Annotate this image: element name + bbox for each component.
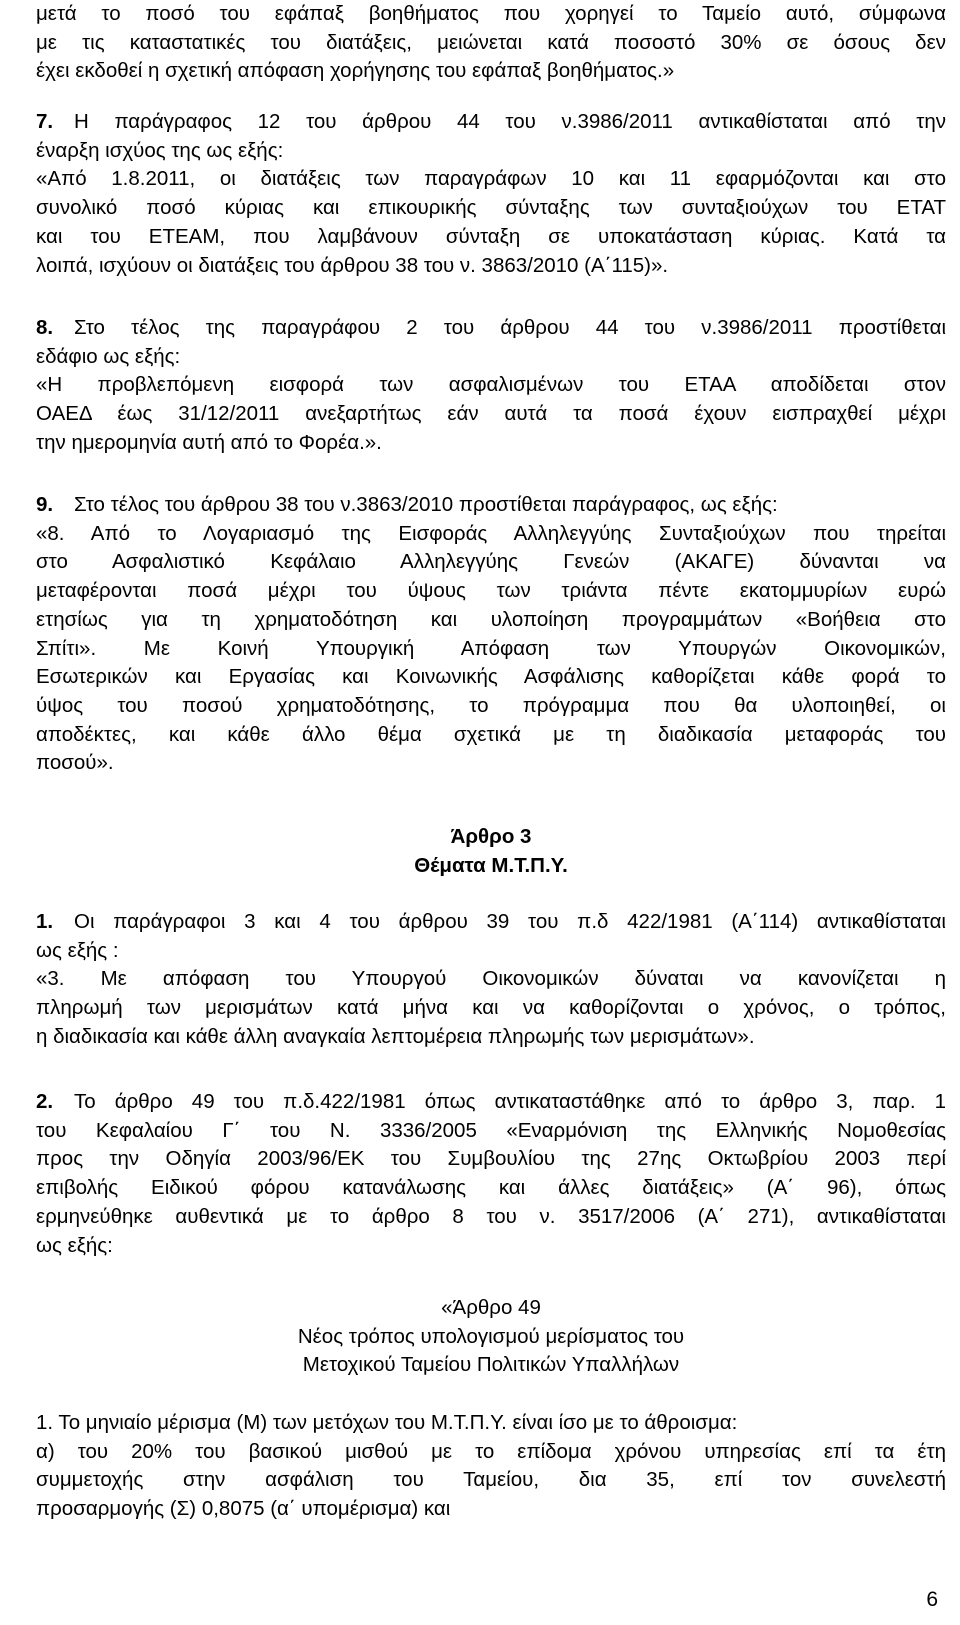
text-line: του Κεφαλαίου Γ΄ του Ν. 3336/2005 «Εναρμόνιση της Ελληνικής Νομοθεσίας — [36, 1118, 946, 1142]
paragraph-8 — [36, 314, 946, 458]
article-title: Άρθρο 3 — [450, 825, 532, 848]
intro-paragraph — [36, 0, 946, 86]
text-line: «8. Από το Λογαριασμό της Εισφοράς Αλληλεγγύης Συνταξιούχων που τηρείται — [36, 521, 946, 545]
text-line: ύψος του ποσού χρηματοδότησης, το πρόγραμμα που θα υλοποιηθεί, οι — [36, 693, 946, 717]
text-line: με τις καταστατικές του διατάξεις, μειώνεται κατά ποσοστό 30% σε όσους δεν — [36, 30, 946, 54]
text-line: συμμετοχής στην ασφάλιση του Ταμείου, δια 35, επί τον συνελεστή — [36, 1468, 946, 1492]
paragraph-number: 9. — [36, 493, 54, 516]
heading-line: Μετοχικού Ταμείου Πολιτικών Υπαλλήλων — [302, 1353, 680, 1377]
text-line: α) του 20% του βασικού μισθού με το επίδομα χρόνου υπηρεσίας επί τα έτη — [36, 1439, 946, 1463]
text-line: και του ΕΤΕΑΜ, που λαμβάνουν σύνταξη σε υποκατάσταση κύριας. Κατά τα — [36, 224, 946, 248]
text-line: εδάφιο ως εξής: — [36, 344, 181, 368]
text-line: ερμηνεύθηκε αυθεντικά με το άρθρο 8 του ν. 3517/2006 (Α΄ 271), αντικαθίσταται — [36, 1204, 946, 1228]
article-heading — [36, 823, 946, 880]
text-line: μετά το ποσό του εφάπαξ βοηθήματος που χορηγεί το Ταμείο αυτό, σύμφωνα — [36, 2, 946, 25]
text-line: προς την Οδηγία 2003/96/ΕΚ του Συμβουλίου της 27ης Οκτωβρίου 2003 περί — [36, 1147, 946, 1171]
text-line: Οι παράγραφοι 3 και 4 του άρθρου 39 του π.δ 422/1981 (Α΄114) αντικαθίσταται — [74, 910, 946, 933]
text-line: η διαδικασία και κάθε άλλη αναγκαία λεπτομέρεια πληρωμής των μερισμάτων». — [36, 1024, 755, 1048]
text-line: μεταφέρονται ποσά μέχρι του ύψους των τριάντα πέντε εκατομμυρίων ευρώ — [36, 579, 946, 603]
text-line: έναρξη ισχύος της ως εξής: — [36, 138, 284, 162]
paragraph-9 — [36, 491, 946, 778]
article-3-paragraph-2 — [36, 1088, 946, 1260]
text-line: ετησίως για τη χρηματοδότηση και υλοποίηση προγραμμάτων «Βοήθεια στο — [36, 607, 946, 631]
heading-line: «Άρθρο 49 — [441, 1296, 541, 1319]
text-line: Η παράγραφος 12 του άρθρου 44 του ν.3986/2011 αντικαθίσταται από την — [74, 110, 946, 133]
text-line: Σπίτι». Με Κοινή Υπουργική Απόφαση των Υπουργών Οικονομικών, — [36, 636, 946, 660]
article-49-heading — [36, 1294, 946, 1380]
text-line: «3. Με απόφαση του Υπουργού Οικονομικών δύναται να κανονίζεται η — [36, 967, 946, 991]
text-line: την ημερομηνία αυτή από το Φορέα.». — [36, 430, 382, 454]
text-line: πληρωμή των μερισμάτων κατά μήνα και να καθορίζονται ο χρόνος, ο τρόπος, — [36, 996, 946, 1020]
text-line: ως εξής : — [36, 938, 119, 962]
text-line: στο Ασφαλιστικό Κεφάλαιο Αλληλεγγύης Γενεών (ΑΚΑΓΕ) δύνανται να — [36, 550, 946, 574]
heading-line: Νέος τρόπος υπολογισμού μερίσματος του — [297, 1324, 685, 1348]
text-line: προσαρμογής (Σ) 0,8075 (α΄ υπομέρισμα) και — [36, 1497, 451, 1521]
text-line: ως εξής: — [36, 1233, 113, 1257]
paragraph-7 — [36, 108, 946, 280]
text-line: λοιπά, ισχύουν οι διατάξεις του άρθρου 38 του ν. 3863/2010 (Α΄115)». — [36, 253, 669, 277]
paragraph-number: 1. — [36, 910, 54, 933]
article-subtitle: Θέματα Μ.Τ.Π.Υ. — [414, 853, 568, 877]
text-line: έχει εκδοθεί η σχετική απόφαση χορήγησης του εφάπαξ βοηθήματος.» — [36, 59, 675, 83]
text-line: «Από 1.8.2011, οι διατάξεις των παραγράφων 10 και 11 εφαρμόζονται και στο — [36, 167, 946, 191]
text-line: «Η προβλεπόμενη εισφορά των ασφαλισμένων του ΕΤΑΑ αποδίδεται στον — [36, 373, 946, 397]
text-line: Στο τέλος της παραγράφου 2 του άρθρου 44 του ν.3986/2011 προστίθεται — [74, 316, 946, 339]
text-line: ΟΑΕΔ έως 31/12/2011 ανεξαρτήτως εάν αυτά τα ποσά έχουν εισπραχθεί μέχρι — [36, 402, 946, 426]
text-line: επιβολής Ειδικού φόρου κατανάλωσης και άλλες διατάξεις» (Α΄ 96), όπως — [36, 1176, 946, 1200]
page-number: 6 — [926, 1588, 938, 1611]
article-3-paragraph-1 — [36, 908, 946, 1052]
text-line: 1. Το μηνιαίο μέρισμα (Μ) των μετόχων του Μ.Τ.Π.Υ. είναι ίσο με το άθροισμα: — [36, 1411, 738, 1434]
text-line: Εσωτερικών και Εργασίας και Κοινωνικής Ασφάλισης καθορίζεται κάθε φορά το — [36, 665, 946, 689]
text-line: ποσού». — [36, 751, 114, 775]
text-line: συνολικό ποσό κύριας και επικουρικής σύνταξης των συνταξιούχων του ΕΤΑΤ — [36, 196, 946, 220]
paragraph-number: 2. — [36, 1090, 54, 1113]
text-line: αποδέκτες, και κάθε άλλο θέμα σχετικά με τη διαδικασία μεταφοράς του — [36, 722, 946, 746]
text-line: Στο τέλος του άρθρου 38 του ν.3863/2010 προστίθεται παράγραφος, ως εξής: — [74, 493, 778, 516]
final-paragraph — [36, 1409, 946, 1524]
paragraph-number: 7. — [36, 110, 54, 133]
paragraph-number: 8. — [36, 316, 54, 339]
text-line: Το άρθρο 49 του π.δ.422/1981 όπως αντικαταστάθηκε από το άρθρο 3, παρ. 1 — [74, 1090, 946, 1113]
